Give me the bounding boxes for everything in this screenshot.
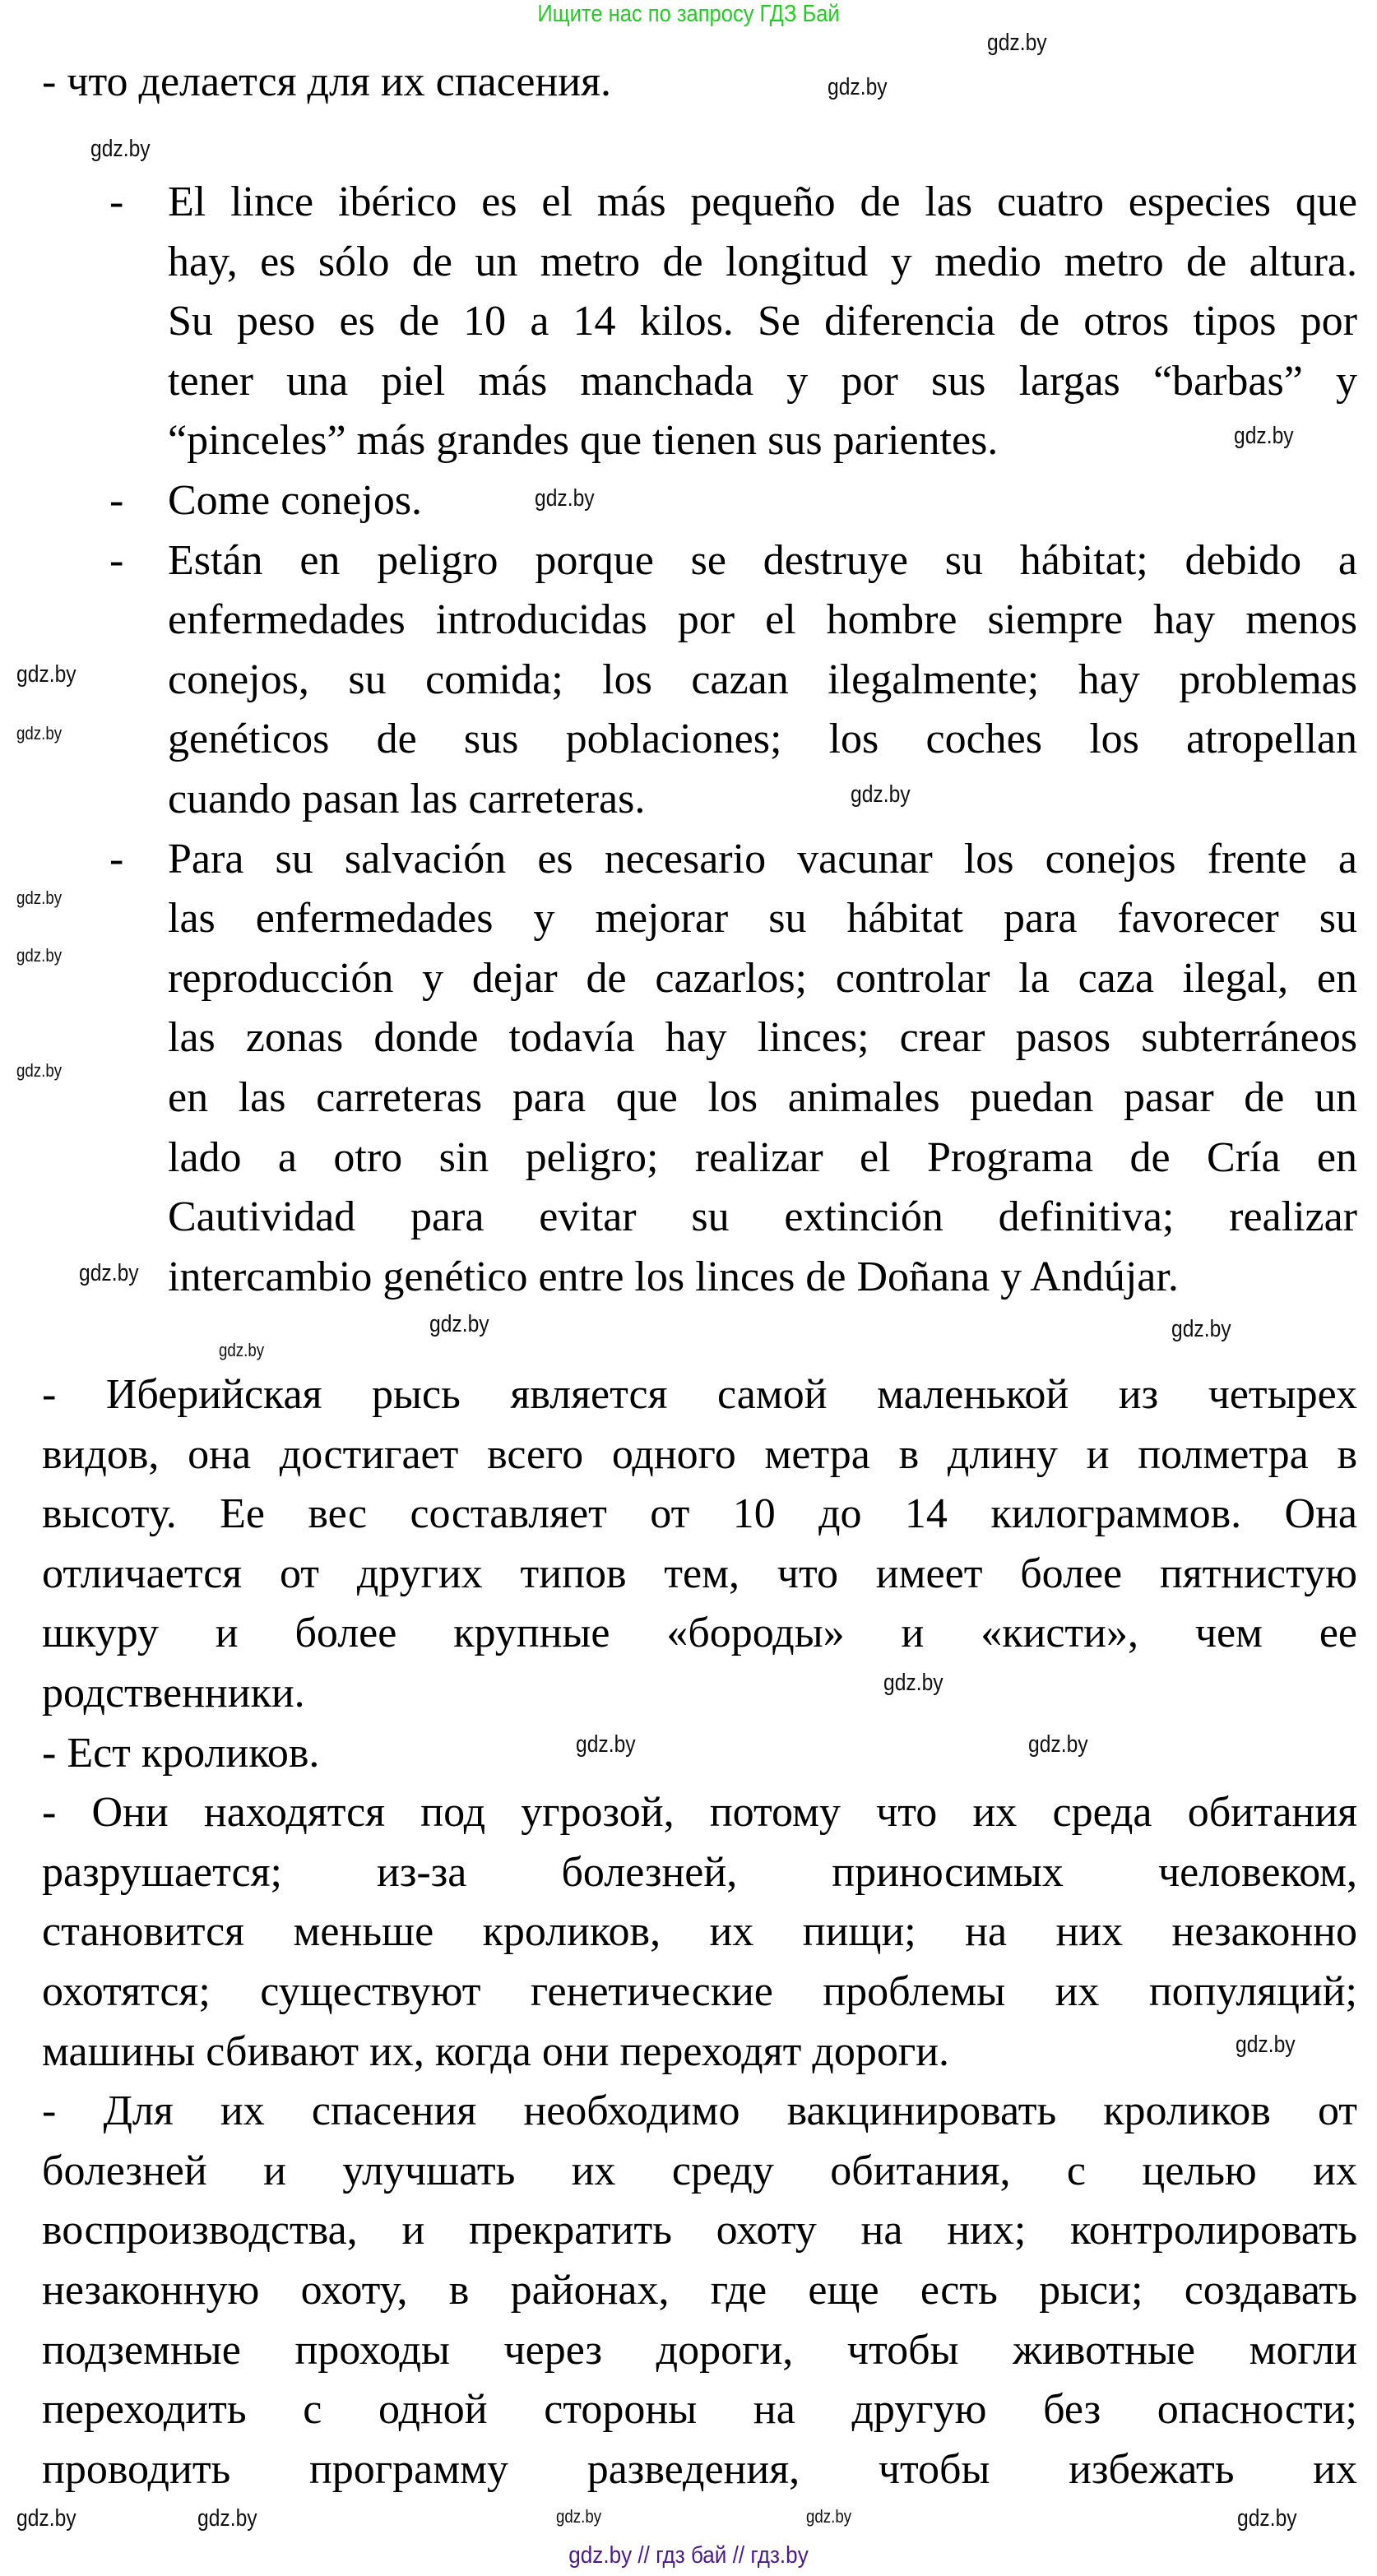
watermark: gdz.by	[535, 485, 595, 512]
watermark: gdz.by	[90, 136, 151, 162]
watermark: gdz.by	[219, 1340, 265, 1360]
site-banner: Ищите нас по запросу ГДЗ Бай	[537, 1, 840, 27]
text-line: “pinceles” más grandes que tienen sus parientes.	[168, 417, 999, 465]
heading-line-block	[42, 53, 1357, 113]
watermark: gdz.by	[576, 1731, 636, 1758]
text-line: Están en peligro porque se destruye su hábitat; debido a	[168, 536, 1357, 584]
watermark: gdz.by	[16, 2505, 76, 2532]
text-line: шкуру и более крупные «бороды» и «кисти», чем ее	[42, 1610, 1357, 1657]
watermark: gdz.by	[16, 887, 63, 908]
watermark: gdz.by	[197, 2505, 257, 2532]
list-item	[109, 531, 1357, 830]
watermark: gdz.by	[1028, 1731, 1088, 1758]
text-line: lado a otro sin peligro; realizar el Programa de Cría en	[168, 1133, 1357, 1181]
text-line: intercambio genético entre los linces de Doñana y Andújar.	[168, 1253, 1179, 1300]
watermark: gdz.by	[16, 945, 63, 966]
text-line: en las carreteras para que los animales puedan pasar de un	[168, 1073, 1357, 1121]
text-line: родственники.	[42, 1669, 305, 1717]
text-line: проводить программу разведения, чтобы избежать их	[42, 2445, 1357, 2493]
footer-links: gdz.by // гдз бай // гдз.by	[568, 2542, 809, 2569]
text-line: переходить с одной стороны на другую без опасности;	[42, 2386, 1357, 2434]
text-line: hay, es sólo de un metro de longitud y medio metro de altura.	[168, 238, 1357, 285]
watermark: gdz.by	[806, 2506, 852, 2527]
text-line: охотятся; существуют генетические проблемы их популяций;	[42, 1967, 1357, 2015]
paragraph	[42, 1783, 1357, 2082]
list-item	[109, 173, 1357, 471]
text-line: - Они находятся под угрозой, потому что их среда обитания	[42, 1789, 1357, 1837]
text-line: Come conejos.	[168, 476, 423, 524]
text-line: las enfermedades y mejorar su hábitat para favorecer su	[168, 895, 1357, 943]
text-line: машины сбивают их, когда они переходят дороги.	[42, 2027, 950, 2075]
text-line: становится меньше кроликов, их пищи; на них незаконно	[42, 1908, 1357, 1956]
text-line: Para su salvación es necesario vacunar los conejos frente a	[168, 835, 1357, 883]
watermark: gdz.by	[987, 30, 1047, 56]
text-line: Su peso es de 10 a 14 kilos. Se diferencia de otros tipos por	[168, 298, 1357, 345]
text-line: болезней и улучшать их среду обитания, с целью их	[42, 2147, 1357, 2194]
text-line: - Ест кроликов.	[42, 1729, 320, 1777]
watermark: gdz.by	[16, 723, 63, 744]
text-line: - Для их спасения необходимо вакцинировать кроликов от	[42, 2087, 1357, 2135]
watermark: gdz.by	[828, 74, 888, 100]
text-line: cuando pasan las carreteras.	[168, 775, 646, 822]
watermark: gdz.by	[1236, 2032, 1296, 2058]
text-line: воспроизводства, и прекратить охоту на них; контролировать	[42, 2207, 1357, 2254]
text-line: разрушается; из-за болезней, приносимых человеком,	[42, 1848, 1357, 1896]
list-bullet: -	[109, 476, 124, 524]
text-line: reproducción y dejar de cazarlos; controlar la caza ilegal, en	[168, 954, 1357, 1002]
watermark: gdz.by	[883, 1670, 944, 1696]
watermark: gdz.by	[429, 1311, 489, 1337]
heading-line: - что делается для их спасения.	[42, 58, 612, 105]
paragraph	[42, 1724, 1357, 1784]
text-line: El lince ibérico es el más pequeño de las cuatro especies que	[168, 178, 1357, 225]
paragraph	[42, 2082, 1357, 2500]
text-line: видов, она достигает всего одного метра в длину и полметра в	[42, 1430, 1357, 1478]
watermark: gdz.by	[1237, 2505, 1297, 2532]
text-line: enfermedades introducidas por el hombre siempre hay menos	[168, 596, 1357, 644]
list-item	[109, 471, 1357, 531]
text-line: незаконную охоту, в районах, где еще есть рыси; создавать	[42, 2266, 1357, 2314]
text-line: conejos, su comida; los cazan ilegalmente; hay problemas	[168, 656, 1357, 703]
text-line: genéticos de sus poblaciones; los coches los atropellan	[168, 716, 1357, 763]
watermark: gdz.by	[16, 661, 76, 688]
watermark: gdz.by	[16, 1060, 63, 1081]
text-line: las zonas donde todavía hay linces; crear pasos subterráneos	[168, 1014, 1357, 1062]
text-line: высоту. Ее вес составляет от 10 до 14 килограммов. Она	[42, 1490, 1357, 1538]
list-bullet: -	[109, 536, 124, 584]
watermark: gdz.by	[1171, 1316, 1231, 1342]
paragraph	[42, 1365, 1357, 1724]
text-line: tener una piel más manchada y por sus largas “barbas” y	[168, 357, 1357, 405]
text-line: подземные проходы через дороги, чтобы животные могли	[42, 2326, 1357, 2374]
russian-translation	[42, 1365, 1357, 2500]
text-line: Cautividad para evitar su extinción definitiva; realizar	[168, 1193, 1357, 1241]
watermark: gdz.by	[556, 2506, 602, 2527]
watermark: gdz.by	[79, 1260, 139, 1286]
list-bullet: -	[109, 835, 124, 883]
list-bullet: -	[109, 178, 124, 225]
watermark: gdz.by	[851, 781, 911, 808]
watermark: gdz.by	[1234, 423, 1294, 449]
text-line: отличается от других типов тем, что имеет более пятнистую	[42, 1550, 1357, 1597]
text-line: - Иберийская рысь является самой маленькой из четырех	[42, 1371, 1357, 1418]
